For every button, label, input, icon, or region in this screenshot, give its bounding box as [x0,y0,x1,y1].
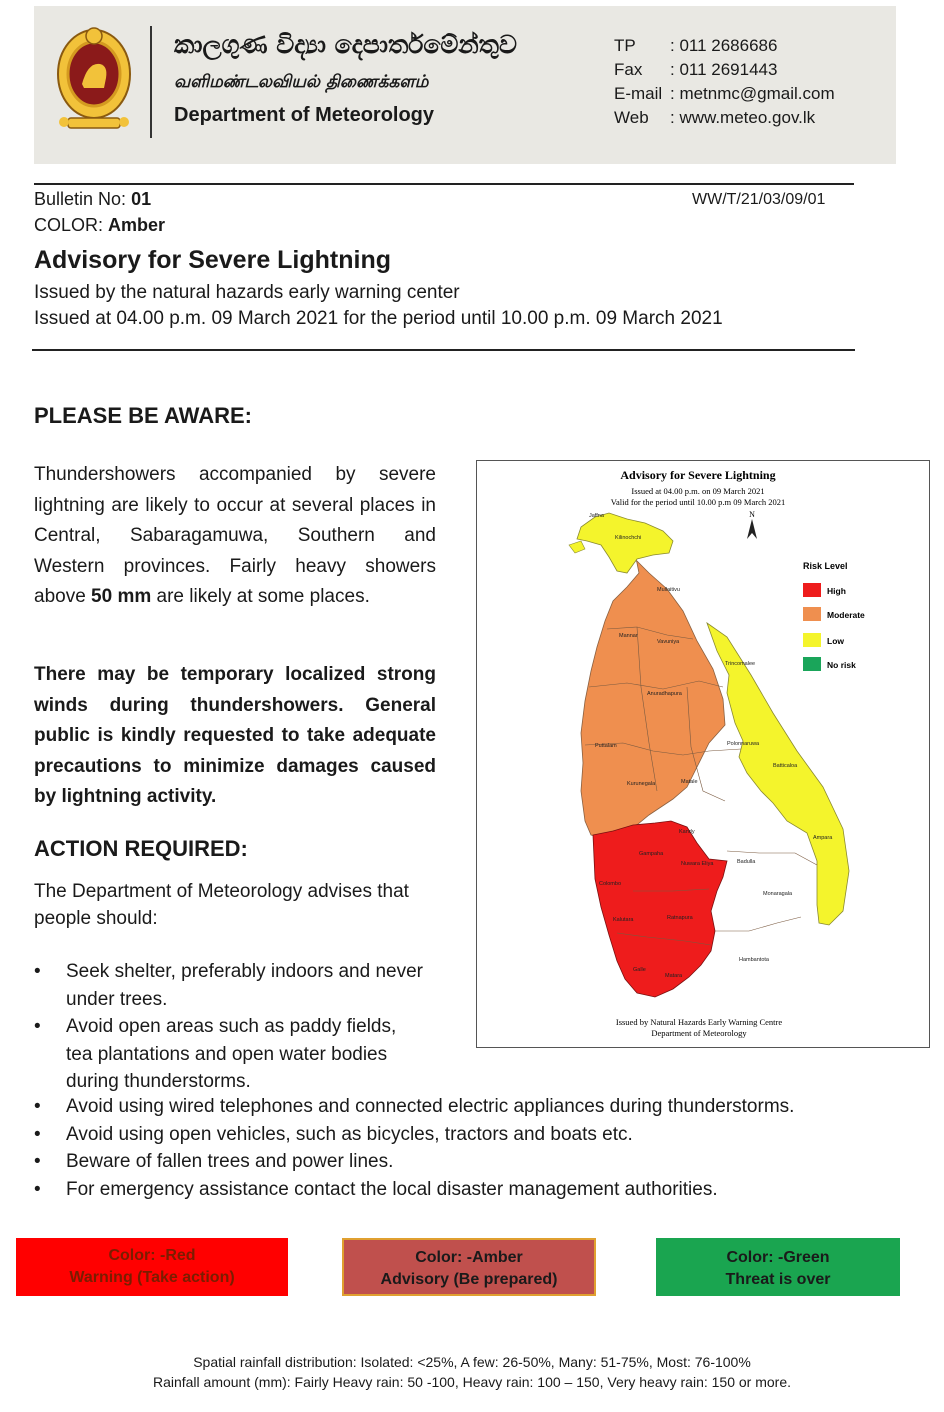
legend-swatch-high [803,583,821,597]
district-label: Nuwara Eliya [681,861,714,867]
district-label: Jaffna [589,513,604,519]
district-label: Galle [633,967,646,973]
issued-at: Issued at 04.00 p.m. 09 March 2021 for the period until 10.00 p.m. 09 March 2021 [34,308,723,329]
bulletin-number-value: 01 [131,189,152,209]
issued-by: Issued by the natural hazards early warning center [34,282,460,303]
district-label: Ampara [813,835,833,841]
north-low-region [577,513,673,573]
list-item: • Seek shelter, preferably indoors and never under trees. [34,958,424,1013]
contact-value[interactable]: : www.meteo.gov.lk [670,108,816,127]
color-code-amber-line2: Advisory (Be prepared) [380,1271,558,1288]
bulletin-number [34,189,151,210]
contact-email [614,82,835,106]
contact-label: Web [614,108,649,127]
district-label: Vavuniya [657,639,680,645]
bulletin-reference: WW/T/21/03/09/01 [692,191,826,208]
org-name-sinhala: කාලගුණ විද්‍යා දෙපාර්තමේන්තුව [174,30,517,59]
org-name-english: Department of Meteorology [174,104,435,126]
aware-text-end: are likely at some places. [151,586,370,607]
org-name-tamil: வளிமண்டலவியல் திணைக்களம் [174,72,429,92]
risk-map-drawing [477,461,929,1047]
contact-value: : 011 2686686 [670,36,778,55]
southwest-high-region [593,821,727,997]
contact-label: TP [614,36,636,55]
legend-label-moderate: Moderate [827,610,865,620]
list-item: • Avoid using wired telephones and connected electric appliances during thunderstorms. [34,1093,894,1121]
header-divider [150,26,152,138]
rainfall-amount: 50 mm [91,586,152,607]
legend-label-low: Low [827,636,844,646]
aware-paragraph-2: There may be temporary localized strong winds during thundershowers. General public is kindly requested to take adequate precautions to minimize damages caused by lightning activity. [34,664,436,807]
aware-heading: PLEASE BE AWARE: [34,403,252,428]
footer-distribution: Spatial rainfall distribution: Isolated: <25%, A few: 26-50%, Many: 51-75%, Most: 76-100% [193,1354,751,1370]
district-label: Matara [665,973,683,979]
contact-label: E-mail [614,84,663,103]
contact-block [614,34,835,130]
bulletin-color-label: COLOR: [34,215,109,235]
district-label: Kalutara [613,917,634,923]
divider-top [34,183,854,185]
aware-paragraph-1 [34,460,436,613]
district-label: Gampaha [639,851,664,857]
legend-swatch-no-risk [803,657,821,671]
action-heading: ACTION REQUIRED: [34,836,248,861]
list-item: • For emergency assistance contact the local disaster management authorities. [34,1176,894,1204]
legend-swatch-moderate [803,607,821,621]
district-label: Kurunegala [627,781,656,787]
map-footer-2: Department of Meteorology [651,1028,747,1038]
north-label: N [749,510,755,519]
list-item: • Beware of fallen trees and power lines. [34,1148,894,1176]
legend-swatch-low [803,633,821,647]
district-label: Puttalam [595,743,617,749]
color-code-green-line1: Color: -Green [726,1249,830,1266]
district-label: Ratnapura [667,915,693,921]
sri-lanka-emblem-icon [54,22,134,134]
map-subtitle-1: Issued at 04.00 p.m. on 09 March 2021 [631,486,765,496]
color-code-amber [342,1238,596,1296]
district-label: Polonnaruwa [727,741,760,747]
color-code-red [16,1238,288,1296]
contact-value[interactable]: : metnmc@gmail.com [670,84,835,103]
map-subtitle-2: Valid for the period until 10.00 p.m 09 March 2021 [610,497,786,507]
bulletin-number-label: Bulletin No: [34,189,132,209]
contact-fax [614,58,835,82]
color-code-green [656,1238,900,1296]
district-label: Batticaloa [773,763,798,769]
color-code-red-line2: Warning (Take action) [69,1269,235,1286]
divider-bottom [32,349,855,351]
district-label: Trincomalee [725,661,756,667]
district-label: Colombo [599,881,622,887]
risk-map [476,460,930,1048]
district-label: Hambantota [739,957,769,963]
legend-title: Risk Level [803,561,848,571]
district-label: Badulla [737,859,756,865]
aware-text: Thundershowers accompanied by severe lightning are likely to occur at several places in Central, Sabaragamuwa, Southern and Western provinces. Fairly heavy showers above [34,464,436,607]
action-list-wide [34,1093,894,1203]
action-list-narrow [34,958,424,1096]
contact-label: Fax [614,60,643,79]
district-label: Mannar [619,633,638,639]
jaffna-low-region [569,541,585,553]
action-intro: The Department of Meteorology advises that people should: [34,881,409,929]
contact-web [614,106,835,130]
color-code-amber-line1: Color: -Amber [415,1249,523,1266]
district-label: Mullaitivu [657,587,680,593]
footer-rainfall: Rainfall amount (mm): Fairly Heavy rain: 50 -100, Heavy rain: 100 – 150, Very heavy rain: 150 or more. [152,1374,792,1390]
district-label: Monaragala [763,891,793,897]
color-code-green-line2: Threat is over [725,1271,831,1288]
bulletin-title: Advisory for Severe Lightning [34,246,392,274]
map-title: Advisory for Severe Lightning [620,468,776,482]
contact-tp [614,34,835,58]
district-label: Kilinochchi [615,535,642,541]
bulletin-color [34,215,165,236]
legend-label-high: High [827,586,846,596]
map-footer-1: Issued by Natural Hazards Early Warning Centre [615,1017,783,1027]
district-label: Matale [681,779,698,785]
district-label: Kandy [679,829,695,835]
list-item: • Avoid using open vehicles, such as bicycles, tractors and boats etc. [34,1121,894,1149]
north-arrow-icon [747,519,757,539]
bulletin-color-value: Amber [108,215,166,235]
color-code-red-line1: Color: -Red [108,1247,196,1264]
list-item: • Avoid open areas such as paddy fields, tea plantations and open water bodies during thunderstorms. [34,1013,424,1096]
district-label: Anuradhapura [647,691,682,697]
contact-value: : 011 2691443 [670,60,778,79]
legend-label-no-risk: No risk [827,660,856,670]
